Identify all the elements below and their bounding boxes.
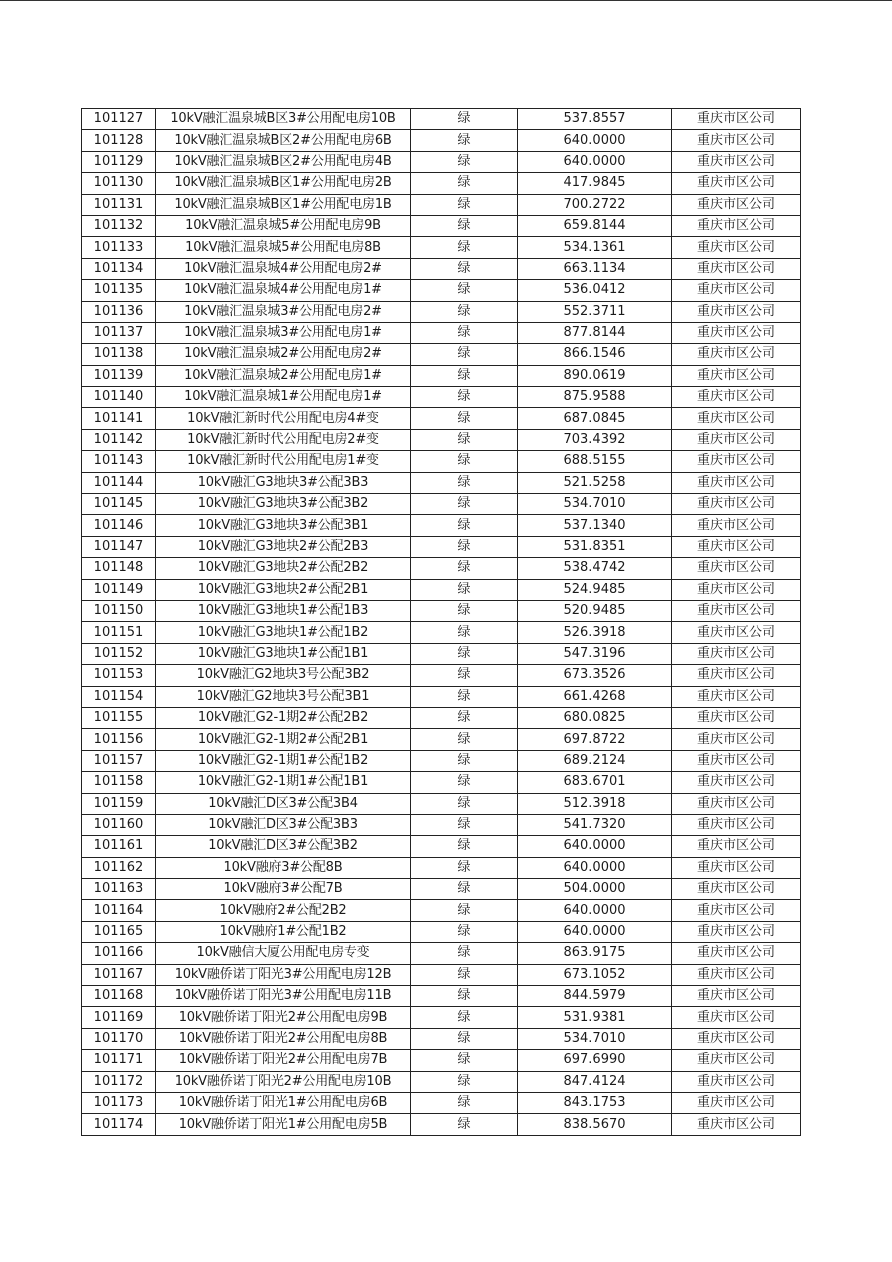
cell-value: 538.4742 — [518, 558, 672, 579]
cell-org: 重庆市区公司 — [672, 237, 801, 258]
cell-org: 重庆市区公司 — [672, 1071, 801, 1092]
cell-org: 重庆市区公司 — [672, 258, 801, 279]
cell-color: 绿 — [411, 986, 518, 1007]
table-row — [82, 921, 801, 942]
table-row — [82, 472, 801, 493]
table-row — [82, 857, 801, 878]
cell-value: 534.7010 — [518, 1028, 672, 1049]
cell-name: 10kV融汇温泉城2#公用配电房2# — [156, 344, 411, 365]
cell-value: 663.1134 — [518, 258, 672, 279]
cell-id: 101150 — [82, 600, 156, 621]
table-row — [82, 729, 801, 750]
cell-name: 10kV融汇G3地块3#公配3B2 — [156, 494, 411, 515]
cell-value: 877.8144 — [518, 322, 672, 343]
cell-color: 绿 — [411, 600, 518, 621]
cell-id: 101147 — [82, 536, 156, 557]
cell-id: 101127 — [82, 109, 156, 130]
table-row — [82, 237, 801, 258]
cell-value: 875.9588 — [518, 387, 672, 408]
cell-name: 10kV融汇G3地块1#公配1B3 — [156, 600, 411, 621]
cell-name: 10kV融府1#公配1B2 — [156, 921, 411, 942]
table-row — [82, 258, 801, 279]
cell-color: 绿 — [411, 772, 518, 793]
cell-name: 10kV融汇温泉城4#公用配电房1# — [156, 280, 411, 301]
cell-id: 101142 — [82, 429, 156, 450]
cell-color: 绿 — [411, 194, 518, 215]
cell-org: 重庆市区公司 — [672, 322, 801, 343]
cell-color: 绿 — [411, 814, 518, 835]
cell-name: 10kV融侨诺丁阳光3#公用配电房11B — [156, 986, 411, 1007]
cell-id: 101129 — [82, 151, 156, 172]
table-row — [82, 515, 801, 536]
cell-name: 10kV融汇温泉城B区1#公用配电房1B — [156, 194, 411, 215]
table-row — [82, 579, 801, 600]
cell-org: 重庆市区公司 — [672, 515, 801, 536]
cell-color: 绿 — [411, 109, 518, 130]
cell-id: 101173 — [82, 1092, 156, 1113]
cell-org: 重庆市区公司 — [672, 215, 801, 236]
cell-value: 534.7010 — [518, 494, 672, 515]
cell-color: 绿 — [411, 643, 518, 664]
cell-color: 绿 — [411, 836, 518, 857]
cell-org: 重庆市区公司 — [672, 1114, 801, 1135]
table-row — [82, 558, 801, 579]
table-row — [82, 215, 801, 236]
cell-value: 843.1753 — [518, 1092, 672, 1113]
cell-id: 101134 — [82, 258, 156, 279]
cell-color: 绿 — [411, 1092, 518, 1113]
cell-org: 重庆市区公司 — [672, 494, 801, 515]
cell-color: 绿 — [411, 451, 518, 472]
cell-color: 绿 — [411, 151, 518, 172]
cell-value: 683.6701 — [518, 772, 672, 793]
cell-id: 101154 — [82, 686, 156, 707]
table-row — [82, 836, 801, 857]
cell-name: 10kV融汇温泉城5#公用配电房9B — [156, 215, 411, 236]
cell-color: 绿 — [411, 237, 518, 258]
cell-name: 10kV融汇G2-1期2#公配2B1 — [156, 729, 411, 750]
cell-name: 10kV融侨诺丁阳光2#公用配电房8B — [156, 1028, 411, 1049]
cell-name: 10kV融汇G3地块1#公配1B1 — [156, 643, 411, 664]
cell-name: 10kV融信大厦公用配电房专变 — [156, 943, 411, 964]
cell-id: 101167 — [82, 964, 156, 985]
cell-id: 101155 — [82, 707, 156, 728]
table-row — [82, 194, 801, 215]
cell-org: 重庆市区公司 — [672, 579, 801, 600]
table-row — [82, 643, 801, 664]
table-row — [82, 387, 801, 408]
cell-value: 687.0845 — [518, 408, 672, 429]
cell-name: 10kV融汇温泉城2#公用配电房1# — [156, 365, 411, 386]
table-row — [82, 173, 801, 194]
cell-id: 101164 — [82, 900, 156, 921]
cell-name: 10kV融汇G2-1期1#公配1B1 — [156, 772, 411, 793]
cell-org: 重庆市区公司 — [672, 793, 801, 814]
cell-value: 417.9845 — [518, 173, 672, 194]
cell-name: 10kV融汇温泉城B区3#公用配电房10B — [156, 109, 411, 130]
cell-id: 101135 — [82, 280, 156, 301]
cell-org: 重庆市区公司 — [672, 194, 801, 215]
cell-name: 10kV融府2#公配2B2 — [156, 900, 411, 921]
cell-id: 101128 — [82, 130, 156, 151]
cell-color: 绿 — [411, 472, 518, 493]
cell-value: 844.5979 — [518, 986, 672, 1007]
cell-value: 547.3196 — [518, 643, 672, 664]
cell-org: 重庆市区公司 — [672, 1007, 801, 1028]
table-row — [82, 600, 801, 621]
cell-id: 101152 — [82, 643, 156, 664]
cell-color: 绿 — [411, 280, 518, 301]
table-row — [82, 344, 801, 365]
cell-color: 绿 — [411, 943, 518, 964]
cell-name: 10kV融侨诺丁阳光2#公用配电房7B — [156, 1050, 411, 1071]
cell-org: 重庆市区公司 — [672, 750, 801, 771]
cell-value: 640.0000 — [518, 130, 672, 151]
cell-org: 重庆市区公司 — [672, 472, 801, 493]
cell-org: 重庆市区公司 — [672, 729, 801, 750]
cell-color: 绿 — [411, 707, 518, 728]
table-row — [82, 707, 801, 728]
cell-name: 10kV融汇G2地块3号公配3B1 — [156, 686, 411, 707]
cell-org: 重庆市区公司 — [672, 900, 801, 921]
cell-org: 重庆市区公司 — [672, 365, 801, 386]
cell-color: 绿 — [411, 1007, 518, 1028]
table-row — [82, 1028, 801, 1049]
cell-value: 688.5155 — [518, 451, 672, 472]
cell-color: 绿 — [411, 130, 518, 151]
cell-value: 673.1052 — [518, 964, 672, 985]
cell-value: 640.0000 — [518, 921, 672, 942]
table-row — [82, 429, 801, 450]
cell-id: 101153 — [82, 665, 156, 686]
cell-color: 绿 — [411, 173, 518, 194]
cell-value: 847.4124 — [518, 1071, 672, 1092]
table-row — [82, 879, 801, 900]
cell-name: 10kV融侨诺丁阳光1#公用配电房5B — [156, 1114, 411, 1135]
table-row — [82, 494, 801, 515]
cell-color: 绿 — [411, 921, 518, 942]
cell-org: 重庆市区公司 — [672, 857, 801, 878]
table-row — [82, 1050, 801, 1071]
cell-color: 绿 — [411, 515, 518, 536]
cell-id: 101130 — [82, 173, 156, 194]
cell-color: 绿 — [411, 494, 518, 515]
cell-name: 10kV融汇G3地块3#公配3B3 — [156, 472, 411, 493]
cell-org: 重庆市区公司 — [672, 814, 801, 835]
cell-value: 526.3918 — [518, 622, 672, 643]
table-row — [82, 408, 801, 429]
table-row — [82, 301, 801, 322]
cell-value: 524.9485 — [518, 579, 672, 600]
cell-org: 重庆市区公司 — [672, 836, 801, 857]
cell-name: 10kV融汇温泉城3#公用配电房2# — [156, 301, 411, 322]
cell-color: 绿 — [411, 536, 518, 557]
cell-name: 10kV融汇G3地块2#公配2B1 — [156, 579, 411, 600]
cell-org: 重庆市区公司 — [672, 643, 801, 664]
cell-color: 绿 — [411, 686, 518, 707]
cell-id: 101163 — [82, 879, 156, 900]
cell-value: 640.0000 — [518, 900, 672, 921]
cell-color: 绿 — [411, 622, 518, 643]
cell-value: 531.8351 — [518, 536, 672, 557]
table-row — [82, 750, 801, 771]
cell-name: 10kV融汇温泉城B区2#公用配电房4B — [156, 151, 411, 172]
cell-name: 10kV融汇温泉城B区1#公用配电房2B — [156, 173, 411, 194]
table-row — [82, 280, 801, 301]
cell-color: 绿 — [411, 579, 518, 600]
cell-value: 512.3918 — [518, 793, 672, 814]
cell-name: 10kV融侨诺丁阳光2#公用配电房9B — [156, 1007, 411, 1028]
cell-id: 101158 — [82, 772, 156, 793]
table-row — [82, 686, 801, 707]
table-row — [82, 814, 801, 835]
cell-value: 534.1361 — [518, 237, 672, 258]
cell-id: 101166 — [82, 943, 156, 964]
cell-value: 700.2722 — [518, 194, 672, 215]
cell-name: 10kV融府3#公配8B — [156, 857, 411, 878]
cell-id: 101174 — [82, 1114, 156, 1135]
cell-id: 101137 — [82, 322, 156, 343]
cell-value: 697.6990 — [518, 1050, 672, 1071]
cell-value: 521.5258 — [518, 472, 672, 493]
cell-org: 重庆市区公司 — [672, 921, 801, 942]
cell-org: 重庆市区公司 — [672, 451, 801, 472]
table-row — [82, 964, 801, 985]
cell-value: 536.0412 — [518, 280, 672, 301]
table-row — [82, 365, 801, 386]
cell-id: 101132 — [82, 215, 156, 236]
cell-color: 绿 — [411, 322, 518, 343]
cell-id: 101162 — [82, 857, 156, 878]
cell-id: 101148 — [82, 558, 156, 579]
cell-name: 10kV融汇D区3#公配3B4 — [156, 793, 411, 814]
cell-color: 绿 — [411, 301, 518, 322]
cell-id: 101140 — [82, 387, 156, 408]
cell-value: 659.8144 — [518, 215, 672, 236]
cell-id: 101159 — [82, 793, 156, 814]
cell-color: 绿 — [411, 558, 518, 579]
cell-id: 101169 — [82, 1007, 156, 1028]
cell-org: 重庆市区公司 — [672, 130, 801, 151]
cell-name: 10kV融汇G2-1期1#公配1B2 — [156, 750, 411, 771]
cell-color: 绿 — [411, 1050, 518, 1071]
cell-org: 重庆市区公司 — [672, 280, 801, 301]
cell-color: 绿 — [411, 879, 518, 900]
cell-org: 重庆市区公司 — [672, 536, 801, 557]
cell-name: 10kV融汇G3地块1#公配1B2 — [156, 622, 411, 643]
cell-color: 绿 — [411, 408, 518, 429]
cell-org: 重庆市区公司 — [672, 772, 801, 793]
cell-org: 重庆市区公司 — [672, 1092, 801, 1113]
cell-id: 101136 — [82, 301, 156, 322]
cell-org: 重庆市区公司 — [672, 943, 801, 964]
cell-name: 10kV融汇G2地块3号公配3B2 — [156, 665, 411, 686]
cell-org: 重庆市区公司 — [672, 986, 801, 1007]
cell-color: 绿 — [411, 387, 518, 408]
cell-name: 10kV融汇新时代公用配电房1#变 — [156, 451, 411, 472]
cell-value: 537.8557 — [518, 109, 672, 130]
cell-value: 863.9175 — [518, 943, 672, 964]
cell-name: 10kV融侨诺丁阳光2#公用配电房10B — [156, 1071, 411, 1092]
cell-name: 10kV融汇温泉城3#公用配电房1# — [156, 322, 411, 343]
cell-org: 重庆市区公司 — [672, 301, 801, 322]
cell-color: 绿 — [411, 857, 518, 878]
cell-name: 10kV融汇新时代公用配电房4#变 — [156, 408, 411, 429]
cell-color: 绿 — [411, 258, 518, 279]
cell-org: 重庆市区公司 — [672, 429, 801, 450]
cell-id: 101168 — [82, 986, 156, 1007]
table-row — [82, 1071, 801, 1092]
cell-color: 绿 — [411, 750, 518, 771]
table-row — [82, 772, 801, 793]
cell-value: 520.9485 — [518, 600, 672, 621]
cell-value: 703.4392 — [518, 429, 672, 450]
table-row — [82, 665, 801, 686]
cell-value: 689.2124 — [518, 750, 672, 771]
cell-value: 890.0619 — [518, 365, 672, 386]
cell-org: 重庆市区公司 — [672, 151, 801, 172]
cell-color: 绿 — [411, 344, 518, 365]
cell-value: 640.0000 — [518, 857, 672, 878]
cell-name: 10kV融汇温泉城1#公用配电房1# — [156, 387, 411, 408]
cell-id: 101151 — [82, 622, 156, 643]
cell-name: 10kV融汇G3地块2#公配2B3 — [156, 536, 411, 557]
table-row — [82, 322, 801, 343]
cell-value: 673.3526 — [518, 665, 672, 686]
cell-id: 101131 — [82, 194, 156, 215]
cell-color: 绿 — [411, 429, 518, 450]
cell-value: 640.0000 — [518, 836, 672, 857]
cell-id: 101146 — [82, 515, 156, 536]
cell-value: 661.4268 — [518, 686, 672, 707]
table-row — [82, 1092, 801, 1113]
cell-id: 101170 — [82, 1028, 156, 1049]
table-row — [82, 151, 801, 172]
cell-name: 10kV融汇G3地块3#公配3B1 — [156, 515, 411, 536]
cell-org: 重庆市区公司 — [672, 558, 801, 579]
table-row — [82, 943, 801, 964]
cell-name: 10kV融汇温泉城5#公用配电房8B — [156, 237, 411, 258]
cell-value: 640.0000 — [518, 151, 672, 172]
cell-name: 10kV融汇D区3#公配3B3 — [156, 814, 411, 835]
cell-color: 绿 — [411, 1071, 518, 1092]
cell-id: 101144 — [82, 472, 156, 493]
table-row — [82, 1114, 801, 1135]
cell-name: 10kV融汇温泉城B区2#公用配电房6B — [156, 130, 411, 151]
cell-id: 101145 — [82, 494, 156, 515]
table-row — [82, 1007, 801, 1028]
table-row — [82, 900, 801, 921]
table-body — [82, 109, 801, 1136]
cell-org: 重庆市区公司 — [672, 879, 801, 900]
cell-id: 101160 — [82, 814, 156, 835]
cell-org: 重庆市区公司 — [672, 344, 801, 365]
cell-id: 101141 — [82, 408, 156, 429]
cell-id: 101149 — [82, 579, 156, 600]
cell-org: 重庆市区公司 — [672, 600, 801, 621]
cell-org: 重庆市区公司 — [672, 622, 801, 643]
cell-value: 866.1546 — [518, 344, 672, 365]
cell-name: 10kV融汇G2-1期2#公配2B2 — [156, 707, 411, 728]
cell-color: 绿 — [411, 1028, 518, 1049]
cell-color: 绿 — [411, 215, 518, 236]
cell-color: 绿 — [411, 793, 518, 814]
cell-value: 680.0825 — [518, 707, 672, 728]
cell-id: 101133 — [82, 237, 156, 258]
cell-org: 重庆市区公司 — [672, 109, 801, 130]
cell-id: 101139 — [82, 365, 156, 386]
cell-name: 10kV融汇新时代公用配电房2#变 — [156, 429, 411, 450]
cell-org: 重庆市区公司 — [672, 665, 801, 686]
cell-org: 重庆市区公司 — [672, 686, 801, 707]
table-row — [82, 986, 801, 1007]
cell-org: 重庆市区公司 — [672, 408, 801, 429]
cell-value: 541.7320 — [518, 814, 672, 835]
cell-id: 101171 — [82, 1050, 156, 1071]
cell-value: 697.8722 — [518, 729, 672, 750]
cell-id: 101165 — [82, 921, 156, 942]
cell-value: 531.9381 — [518, 1007, 672, 1028]
cell-color: 绿 — [411, 1114, 518, 1135]
cell-id: 101143 — [82, 451, 156, 472]
cell-org: 重庆市区公司 — [672, 964, 801, 985]
table-row — [82, 109, 801, 130]
cell-color: 绿 — [411, 365, 518, 386]
cell-org: 重庆市区公司 — [672, 387, 801, 408]
cell-color: 绿 — [411, 665, 518, 686]
table-row — [82, 536, 801, 557]
cell-color: 绿 — [411, 729, 518, 750]
cell-org: 重庆市区公司 — [672, 707, 801, 728]
cell-id: 101156 — [82, 729, 156, 750]
cell-value: 838.5670 — [518, 1114, 672, 1135]
cell-value: 537.1340 — [518, 515, 672, 536]
table-row — [82, 793, 801, 814]
cell-name: 10kV融汇G3地块2#公配2B2 — [156, 558, 411, 579]
cell-id: 101161 — [82, 836, 156, 857]
cell-org: 重庆市区公司 — [672, 173, 801, 194]
cell-name: 10kV融汇温泉城4#公用配电房2# — [156, 258, 411, 279]
table-row — [82, 622, 801, 643]
cell-org: 重庆市区公司 — [672, 1028, 801, 1049]
cell-value: 552.3711 — [518, 301, 672, 322]
cell-id: 101138 — [82, 344, 156, 365]
table-row — [82, 451, 801, 472]
cell-color: 绿 — [411, 964, 518, 985]
table-row — [82, 130, 801, 151]
substation-table — [81, 108, 801, 1136]
page-top-rule — [0, 0, 892, 1]
cell-value: 504.0000 — [518, 879, 672, 900]
cell-id: 101172 — [82, 1071, 156, 1092]
cell-name: 10kV融侨诺丁阳光3#公用配电房12B — [156, 964, 411, 985]
cell-id: 101157 — [82, 750, 156, 771]
cell-color: 绿 — [411, 900, 518, 921]
cell-name: 10kV融汇D区3#公配3B2 — [156, 836, 411, 857]
cell-org: 重庆市区公司 — [672, 1050, 801, 1071]
cell-name: 10kV融侨诺丁阳光1#公用配电房6B — [156, 1092, 411, 1113]
cell-name: 10kV融府3#公配7B — [156, 879, 411, 900]
